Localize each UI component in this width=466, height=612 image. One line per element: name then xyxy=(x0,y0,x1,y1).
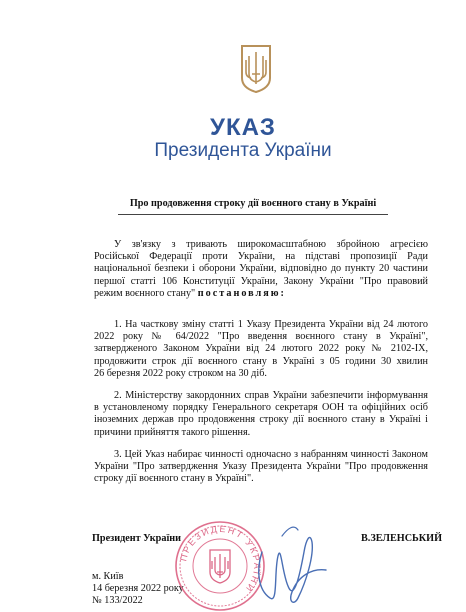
signatory-position: Президент України xyxy=(92,533,182,544)
text-line: строку дії воєнного стану в Україні". xyxy=(94,473,254,485)
svg-text:ПРЕЗИДЕНТ УКРАЇНИ: ПРЕЗИДЕНТ УКРАЇНИ xyxy=(178,523,263,595)
text-line: 2022 року № 64/2022 "Про введення воєнного стану в Україні", xyxy=(94,331,428,343)
trident-emblem-icon xyxy=(239,44,273,94)
resolves-word: постановляю: xyxy=(197,287,286,299)
item-3-paragraph xyxy=(94,449,428,486)
text-line: причини прийняття такого рішення. xyxy=(94,426,251,438)
text-line: затвердженого Законом України від 24 лютого 2022 року № 2102-IX, xyxy=(94,343,428,355)
decree-subject: Про продовження строку дії воєнного стану в Україні xyxy=(129,198,377,209)
decree-subtitle: Президента України xyxy=(154,140,332,161)
text-line: У зв'язку з тривають широкомасштабною збройною агресією xyxy=(114,239,428,250)
text-line xyxy=(94,288,428,300)
item-1-paragraph xyxy=(94,319,428,380)
text-line: 26 березня 2022 року строком на 30 діб. xyxy=(94,367,267,379)
item-2-paragraph xyxy=(94,390,428,439)
decree-title: УКАЗ xyxy=(210,114,276,141)
footer-city: м. Київ xyxy=(92,571,124,582)
text-line: 3. Цей Указ набирає чинності одночасно з набранням чинності Законом xyxy=(114,449,428,460)
text-line: 2. Міністерству закордонних справ України забезпечити інформування xyxy=(114,390,428,401)
preamble-paragraph xyxy=(94,239,428,300)
subject-underline xyxy=(118,214,388,215)
text-line: іноземних держав про продовження строку дії воєнного стану в Україні і xyxy=(94,414,428,426)
text-line: першої статті 106 Конституції України, Закону України "Про правовий xyxy=(94,275,428,287)
footer-number: № 133/2022 xyxy=(92,595,143,606)
handwritten-signature xyxy=(248,512,338,612)
text-line: в установленому порядку Генерального секретаря ООН та офіційних осіб xyxy=(94,402,428,414)
text-line: Російської Федерації проти України, на підставі пропозиції Ради xyxy=(94,251,428,263)
signatory-name: В.ЗЕЛЕНСЬКИЙ xyxy=(361,533,443,544)
footer-date: 14 березня 2022 року xyxy=(92,583,184,594)
text-line: 1. На часткову зміну статті 1 Указу Президента України від 24 лютого xyxy=(114,319,428,330)
text-line-end: режим воєнного стану" xyxy=(94,287,196,299)
text-line: України "Про затвердження Указу Президента України "Про продовження xyxy=(94,461,428,473)
text-line: національної безпеки і оборони України, відповідно до пункту 20 частини xyxy=(94,263,428,275)
text-line: продовжити строк дії воєнного стану в Україні з 05 години 30 хвилин xyxy=(94,355,428,367)
